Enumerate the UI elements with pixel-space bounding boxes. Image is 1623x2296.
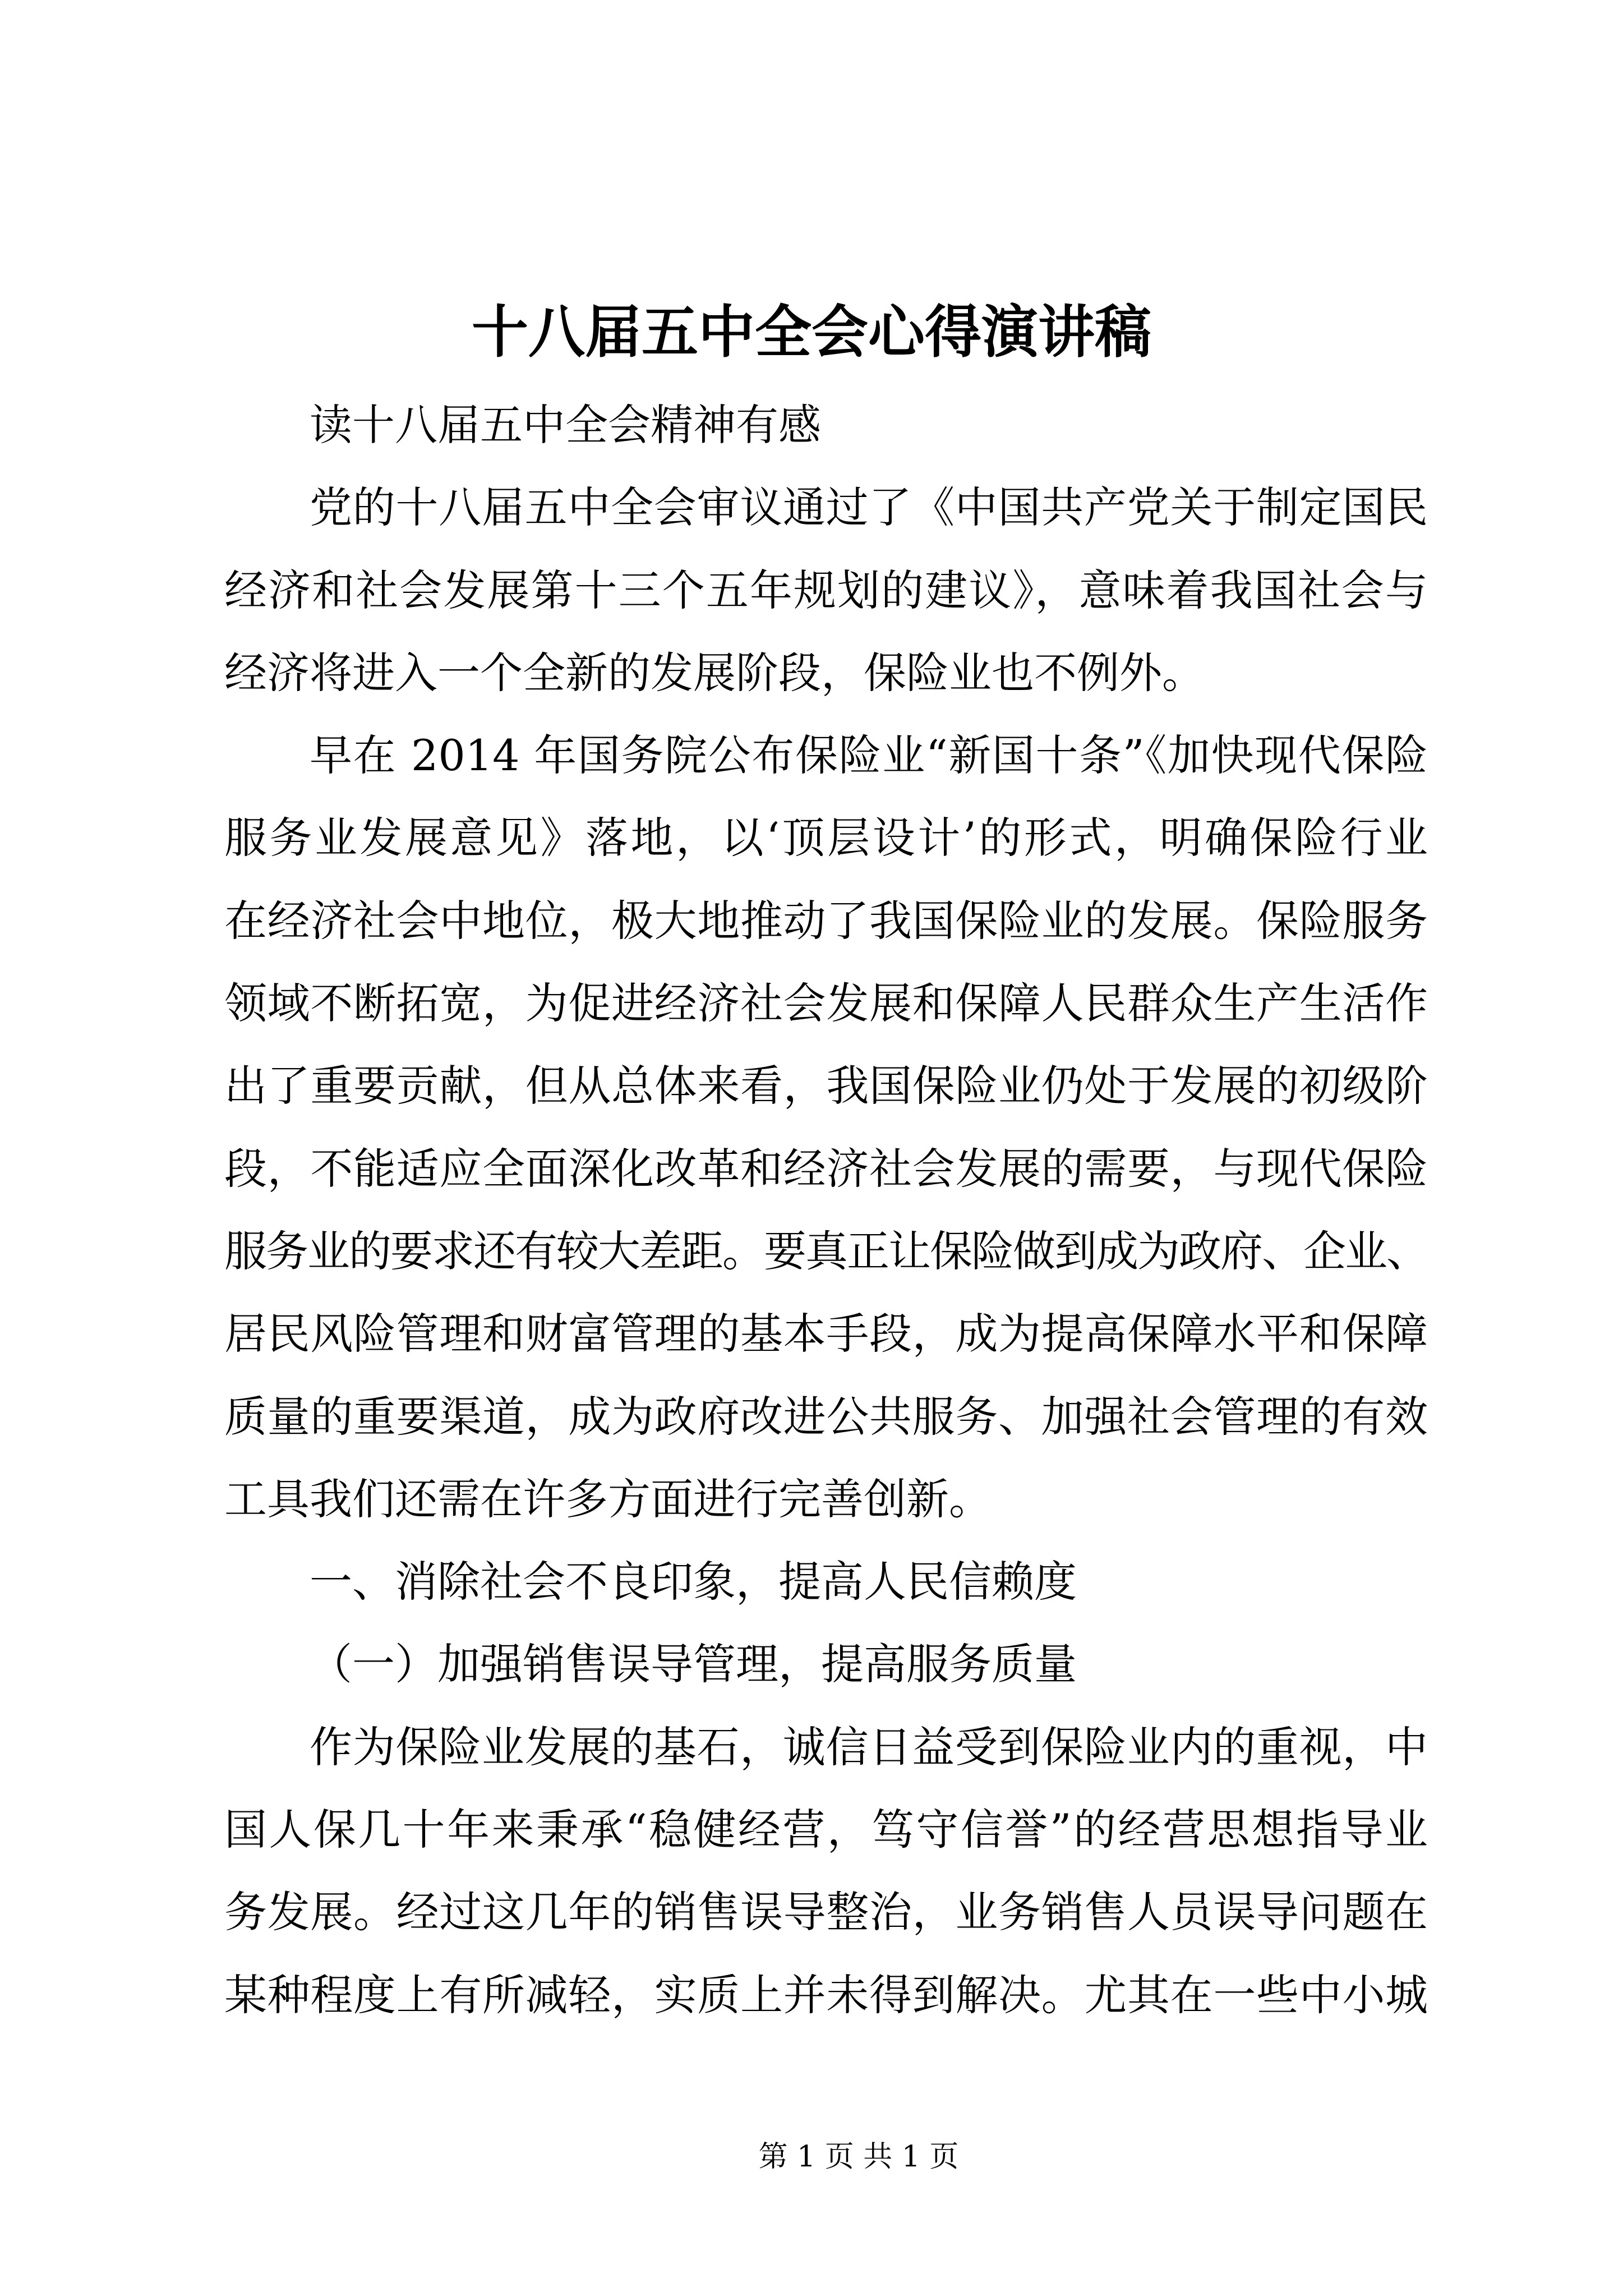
paragraph-line: 工具我们还需在许多方面进行完善创新。	[224, 1474, 992, 1524]
paragraph-line: 党的十八届五中全会审议通过了《中国共产党关于制定国民	[310, 482, 1428, 533]
paragraph-line: 出了重要贡献，但从总体来看，我国保险业仍处于发展的初级阶	[224, 1061, 1428, 1111]
paragraph-line: 服务业发展意见》落地，以‘顶层设计’的形式，明确保险行业	[224, 813, 1428, 863]
subsection-heading	[224, 1623, 1428, 1705]
paragraph	[224, 466, 1428, 714]
paragraph-line: 读十八届五中全会精神有感	[310, 400, 821, 450]
document-body	[224, 384, 1428, 2036]
paragraph-line: 服务业的要求还有较大差距。要真正让保险做到成为政府、企业、	[224, 1226, 1428, 1276]
section-heading	[224, 1540, 1428, 1623]
paragraph-line: 务发展。经过这几年的销售误导整治，业务销售人员误导问题在	[224, 1887, 1428, 1938]
paragraph-line: 经济和社会发展第十三个五年规划的建议》，意味着我国社会与	[224, 565, 1428, 615]
paragraph	[224, 714, 1428, 1540]
paragraph-line: 领域不断拓宽，为促进经济社会发展和保障人民群众生产生活作	[224, 978, 1428, 1029]
section-heading-line: 一、消除社会不良印象，提高人民信赖度	[310, 1557, 1077, 1607]
subtitle-paragraph	[224, 384, 1428, 466]
paragraph-line: 在经济社会中地位，极大地推动了我国保险业的发展。保险服务	[224, 895, 1428, 946]
paragraph	[224, 1706, 1428, 2036]
document-title: 十八届五中全会心得演讲稿	[471, 298, 1151, 365]
paragraph-line: 国人保几十年来秉承“稳健经营，笃守信誉”的经营思想指导业	[224, 1805, 1428, 1855]
subsection-heading-line: （一）加强销售误导管理，提高服务质量	[310, 1639, 1077, 1690]
paragraph-line: 质量的重要渠道，成为政府改进公共服务、加强社会管理的有效	[224, 1391, 1428, 1442]
paragraph-line: 某种程度上有所减轻，实质上并未得到解决。尤其在一些中小城	[224, 1970, 1428, 2020]
paragraph-line: 早在 2014 年国务院公布保险业“新国十条”《加快现代保险	[310, 730, 1428, 781]
paragraph-line: 经济将进入一个全新的发展阶段，保险业也不例外。	[224, 647, 1205, 698]
paragraph-line: 居民风险管理和财富管理的基本手段，成为提高保障水平和保障	[224, 1309, 1428, 1359]
page-number-footer: 第 1 页 共 1 页	[758, 2140, 959, 2174]
paragraph-line: 作为保险业发展的基石，诚信日益受到保险业内的重视，中	[310, 1722, 1428, 1772]
paragraph-line: 段，不能适应全面深化改革和经济社会发展的需要，与现代保险	[224, 1143, 1428, 1194]
